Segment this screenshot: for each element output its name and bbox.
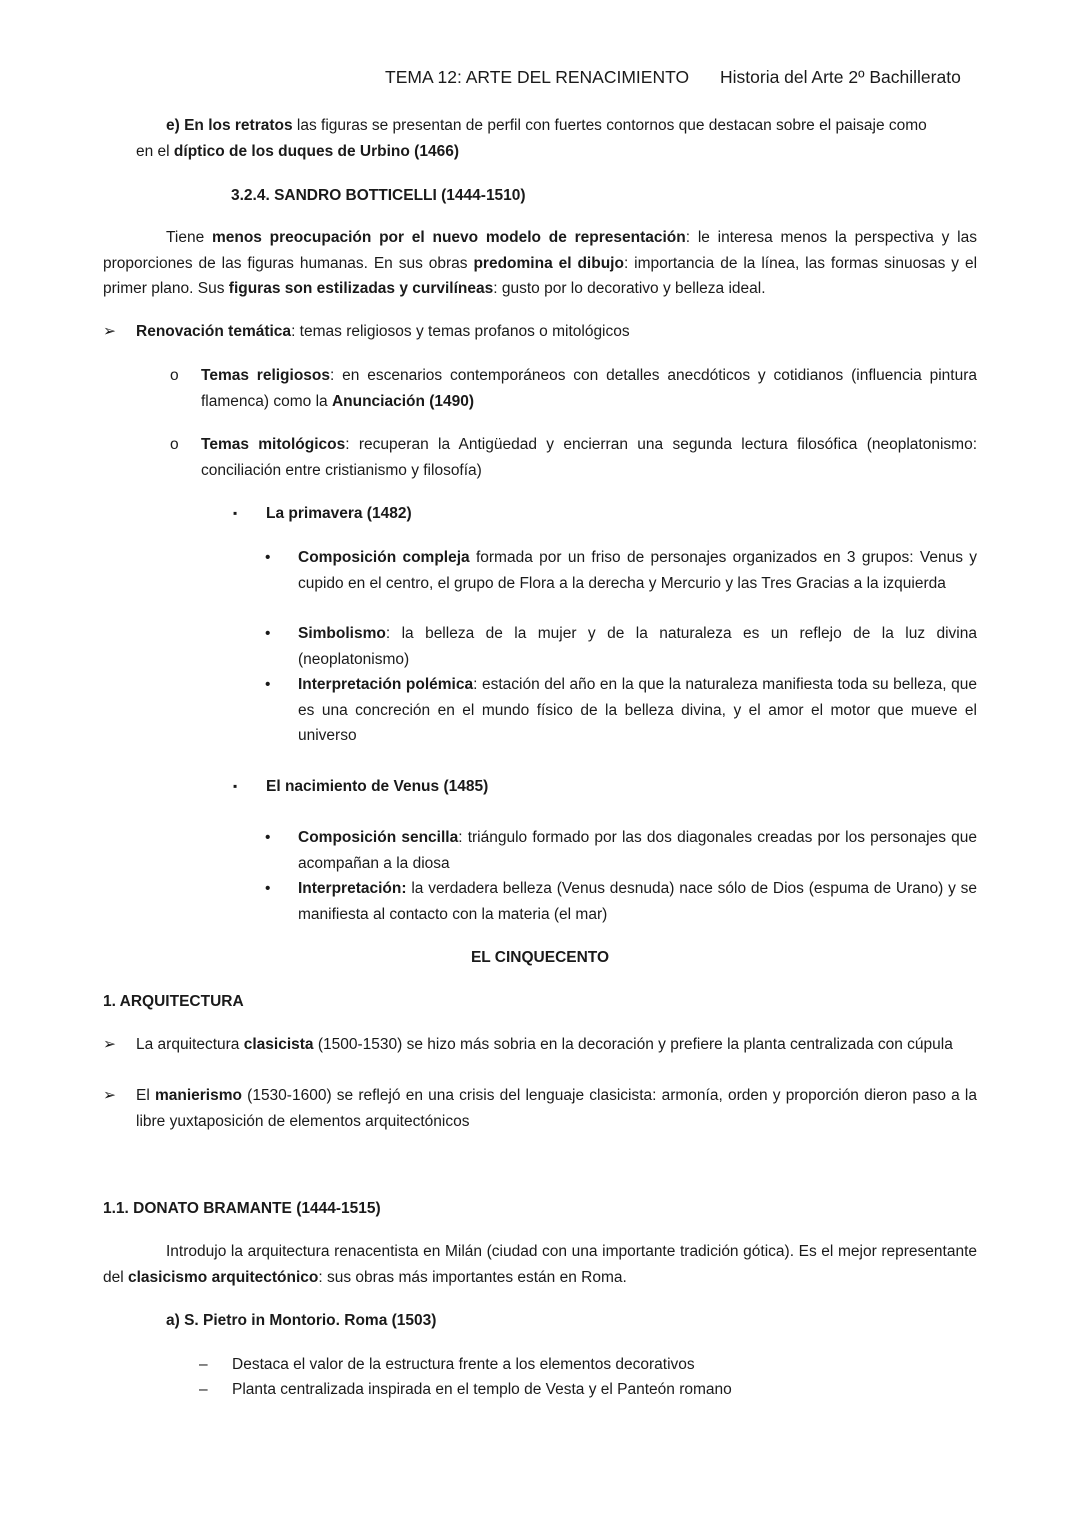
venus-item: • Interpretación: la verdadera belleza (Venus desnuda) nace sólo de Dios (espuma de Urano) y se manifiesta al contacto con la materia (el mar) [265, 876, 977, 927]
dash-bullet-icon: – [199, 1356, 208, 1373]
botticelli-paragraph: Tiene menos preocupación por el nuevo modelo de representación: le interesa menos la perspectiva y las proporciones de las figuras humanas. En sus obras predomina el dibujo: importancia de la línea, las formas sinuosas y el primer plano. Sus figuras son estilizadas y curvilíneas: gusto por lo decorativo y belleza ideal. [103, 229, 978, 297]
primavera-item: • Simbolismo: la belleza de la mujer y de la naturaleza es un reflejo de la luz divina (neoplatonismo) [265, 621, 977, 672]
dash-bullet-icon: – [199, 1381, 208, 1398]
portraits-label: e) En los retratos [166, 117, 293, 134]
bramante-heading: 1.1. DONATO BRAMANTE (1444-1515) [103, 1200, 381, 1217]
architecture-heading: 1. ARQUITECTURA [103, 993, 244, 1010]
cinquecento-title: EL CINQUECENTO [470, 949, 610, 966]
arrow-bullet-icon: ➢ [103, 323, 116, 340]
botticelli-heading: 3.2.4. SANDRO BOTTICELLI (1444-1510) [231, 187, 526, 204]
circle-bullet-icon: o [170, 436, 179, 453]
primavera-item: • Interpretación polémica: estación del año en la que la naturaleza manifiesta toda su belleza, que es una concreción en el mundo físico de la belleza divina, y el amor el motor que mueve el universo [265, 672, 977, 749]
venus-item: • Composición sencilla: triángulo formado por las dos diagonales creadas por los personajes que acompañan a la diosa [265, 825, 977, 876]
header-topic: TEMA 12: ARTE DEL RENACIMIENTO [385, 67, 690, 87]
bramante-paragraph: Introdujo la arquitectura renacentista en Milán (ciudad con una importante tradición gótica). Es el mejor representante del clasicismo arquitectónico: sus obras más importantes están en Roma. [103, 1243, 977, 1286]
circle-bullet-icon: o [170, 367, 179, 384]
dot-bullet-icon: • [265, 829, 271, 846]
arrow-bullet-icon: ➢ [103, 1036, 116, 1053]
montorio-heading: a) S. Pietro in Montorio. Roma (1503) [166, 1312, 437, 1329]
dot-bullet-icon: • [265, 549, 271, 566]
arrow-bullet-icon: ➢ [103, 1087, 116, 1104]
portraits-paragraph: e) En los retratos las figuras se presentan de perfil con fuertes contornos que destacan sobre el paisaje como en el díptico de los duques de Urbino (1466) [136, 117, 927, 160]
mythological-themes-item: o Temas mitológicos: recuperan la Antigüedad y encierran una segunda lectura filosófica (neoplatonismo: conciliación entre cristianismo y filosofía) [170, 432, 977, 483]
dot-bullet-icon: • [265, 625, 271, 642]
header-course: Historia del Arte 2º Bachillerato [720, 67, 961, 87]
page-header [385, 66, 985, 88]
square-bullet-icon: ▪ [233, 506, 238, 520]
venus-heading: ▪ El nacimiento de Venus (1485) [233, 774, 488, 800]
primavera-heading: ▪ La primavera (1482) [233, 501, 412, 527]
architecture-item: ➢ El manierismo (1530-1600) se reflejó en una crisis del lenguaje clasicista: armonía, orden y proporción dieron paso a la libre yuxtaposición de elementos arquitectónicos [103, 1083, 977, 1134]
montorio-item: – Destaca el valor de la estructura frente a los elementos decorativos [199, 1352, 977, 1378]
montorio-item: – Planta centralizada inspirada en el templo de Vesta y el Panteón romano [199, 1377, 977, 1403]
square-bullet-icon: ▪ [233, 779, 238, 793]
religious-themes-item: o Temas religiosos: en escenarios contemporáneos con detalles anecdóticos y cotidianos (influencia pintura flamenca) como la Anunciación (1490) [170, 363, 977, 414]
primavera-item: • Composición compleja formada por un friso de personajes organizados en 3 grupos: Venus y cupido en el centro, el grupo de Flora a la derecha y Mercurio y las Tres Gracias a la izquierda [265, 545, 977, 596]
dot-bullet-icon: • [265, 880, 271, 897]
architecture-item: ➢ La arquitectura clasicista (1500-1530) se hizo más sobria en la decoración y prefiere la planta centralizada con cúpula [103, 1032, 977, 1058]
diptych-ref: díptico de los duques de Urbino (1466) [173, 142, 459, 160]
thematic-renewal-item: ➢ Renovación temática: temas religiosos y temas profanos o mitológicos [103, 319, 977, 345]
dot-bullet-icon: • [265, 676, 271, 693]
